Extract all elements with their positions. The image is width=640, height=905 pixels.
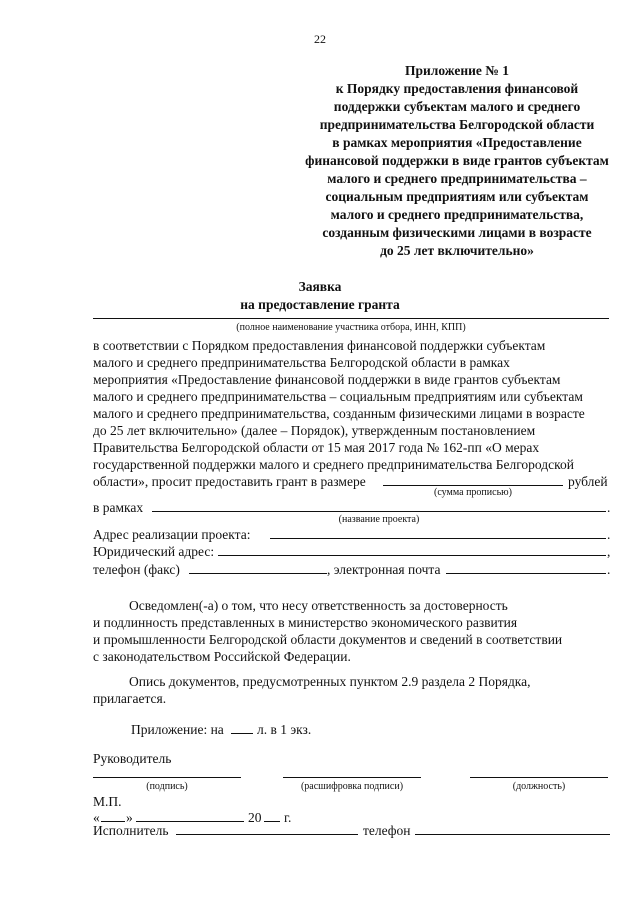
signature-caption: (подпись) [146,781,188,792]
executor-field[interactable] [176,834,358,835]
phone-fax-label: телефон (факс) [93,562,180,577]
appendix-line: малого и среднего предпринимательства – [327,171,587,186]
inventory-line: прилагается. [93,691,167,706]
email-label: , электронная почта [327,562,441,577]
period-mark: . [607,500,611,515]
appendix-line: в рамках мероприятия «Предоставление [332,135,582,150]
date-year-suffix: г. [284,810,292,825]
executor-phone-label: телефон [363,823,411,838]
grant-amount-field[interactable] [383,485,563,486]
position-caption: (должность) [512,781,566,792]
date-year-field[interactable] [264,821,280,822]
request-prefix: области», просит предоставить грант в размере [93,474,366,489]
notice-paragraph [93,597,611,665]
inventory-paragraph [93,673,611,707]
notice-line: Осведомлен(-а) о том, что несу ответственность за достоверность [129,598,508,613]
legal-address-field[interactable] [218,555,606,556]
body-line: малого и среднего предпринимательства Белгородской области в рамках [93,355,510,370]
appendix-line: малого и среднего предпринимательства, [330,207,584,222]
decoding-caption: (расшифровка подписи) [300,781,404,792]
appendix-line: финансовой поддержки в виде грантов субъектам [305,153,609,168]
period-mark: . [607,562,611,577]
participant-name-field[interactable] [93,318,609,319]
participant-caption: (полное наименование участника отбора, ИНН, КПП) [236,322,466,333]
position-field[interactable] [470,777,608,778]
body-line: в соответствии с Порядком предоставления финансовой поддержки субъектам [93,338,546,353]
inventory-line: Опись документов, предусмотренных пунктом 2.9 раздела 2 Порядка, [129,674,531,689]
attachment-suffix: л. в 1 экз. [257,722,312,737]
signature-field[interactable] [93,777,241,778]
appendix-line: созданным физическими лицами в возрасте [322,225,592,240]
body-paragraph [93,337,611,473]
address-field[interactable] [270,538,606,539]
body-line: малого и среднего предпринимательства, созданным физическими лицами в возрасте [93,406,585,421]
appendix-line: поддержки субъектам малого и среднего [333,99,581,114]
body-line: Правительства Белгородской области от 15 мая 2017 года № 162-пп «О мерах [93,440,540,455]
amount-caption: (сумма прописью) [434,487,512,498]
body-line: мероприятия «Предоставление финансовой поддержки в виде грантов субъектам [93,372,561,387]
email-field[interactable] [446,573,606,574]
document-subtitle: на предоставление гранта [240,297,400,312]
phone-fax-field[interactable] [189,573,327,574]
notice-line: и промышленности Белгородской области документов и сведений в соответствии [93,632,563,647]
attachment-prefix: Приложение: на [131,722,224,737]
date-year-prefix: 20 [248,810,262,825]
date-open-quote: « [93,810,100,825]
appendix-line: до 25 лет включительно» [380,243,534,258]
head-label: Руководитель [93,751,172,766]
project-name-field[interactable] [152,511,606,512]
appendix-header [282,62,632,260]
body-line: малого и среднего предпринимательства – социальным предприятиям или субъектам [93,389,583,404]
appendix-line: к Порядку предоставления финансовой [335,81,579,96]
date-close-quote: » [126,810,133,825]
within-label: в рамках [93,500,144,515]
body-line: государственной поддержки малого и среднего предпринимательства Белгородской [93,457,574,472]
body-line: до 25 лет включительно» (далее – Порядок), утвержденным постановлением [93,423,536,438]
executor-label: Исполнитель [93,823,169,838]
notice-line: с законодательством Российской Федерации. [93,649,351,664]
project-caption: (название проекта) [338,514,420,525]
attachment-pages-field[interactable] [231,733,253,734]
appendix-line: социальным предприятиям или субъектам [325,189,589,204]
executor-phone-field[interactable] [415,834,610,835]
comma-mark: , [607,544,611,559]
decoding-field[interactable] [283,777,421,778]
stamp-label: М.П. [93,794,122,809]
appendix-line: Приложение № 1 [405,63,509,78]
address-label: Адрес реализации проекта: [93,527,251,542]
document-title: Заявка [298,279,342,294]
notice-line: и подлинность представленных в министерство экономического развития [93,615,518,630]
rubles-label: рублей [568,474,608,489]
legal-address-label: Юридический адрес: [93,544,215,559]
page-number: 22 [314,32,326,46]
appendix-line: предпринимательства Белгородской области [319,117,595,132]
period-mark: . [607,527,611,542]
